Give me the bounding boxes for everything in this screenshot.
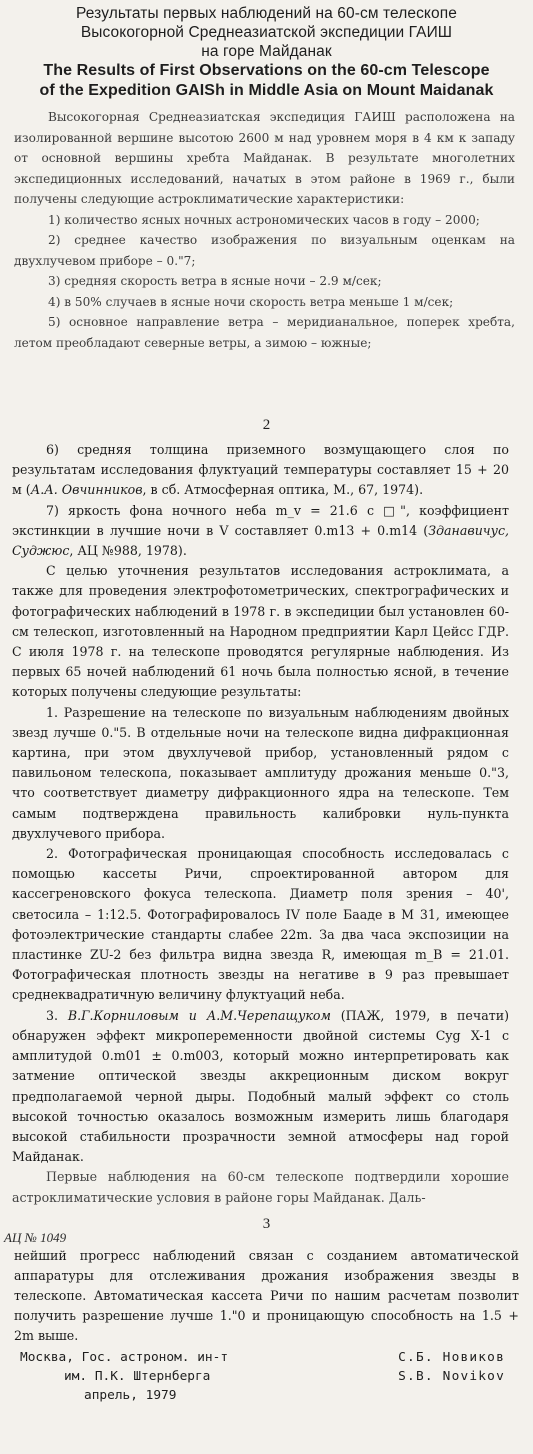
list-item: 4) в 50% случаев в ясные ночи скорость ветра меньше 1 м/сек;: [48, 294, 454, 309]
institution: [20, 1348, 228, 1405]
intro-paragraph: Высокогорная Среднеазиатская экспедиция ГАИШ расположена на изолированной вершине высотою 2600 м над уровнем моря в 4 км к западу от основной вершины хребта Майданак. В результате многолетних экспедиционных исследований, начатых в этом районе в 1969 г., были получены следующие астроклиматические характеристики:: [14, 110, 515, 206]
list-item: 5) основное направление ветра – меридианальное, поперек хребта, летом преобладают северные ветры, а зимою – южные;: [14, 315, 515, 350]
list-item: [12, 440, 509, 501]
title-ru-line: Высокогорной Среднеазиатской экспедиции ГАИШ: [80, 24, 453, 41]
list-item: 1) количество ясных ночных астрономических часов в году – 2000;: [48, 212, 480, 227]
title-en-line: of the Expedition GAISh in Middle Asia on Mount Maidanak: [39, 82, 494, 99]
r3-authors: В.Г.Корниловым и А.М.Черепащуком: [67, 1007, 331, 1023]
title-ru-line: на горе Майданак: [201, 43, 332, 60]
institution-line: им. П.К. Штернберга: [64, 1368, 211, 1384]
item6-author: А.А. Овчинников: [30, 482, 143, 498]
item7-tail: , АЦ №988, 1978).: [69, 543, 187, 559]
continuation-paragraph: нейший прогресс наблюдений связан с созданием автоматической аппаратуры для отслеживания дрожания изображения звезды в телескопе. Автоматическая кассета Ричи по нашим расчетам позволит получить разрешение лучше 1."0 и проницающую способность на 1.5 + 2m выше.: [14, 1247, 519, 1343]
purpose-paragraph: С целью уточнения результатов исследования астроклимата, а также для проведения электрофотометрических, спектрографических и фотографических наблюдений в 1978 г. в экспедиции был установлен 60-см телескоп, изготовленный на Народном предприятии Карл Цейсс ГДР. С июля 1978 г. на телескопе проводятся регулярные наблюдения. Из первых 65 ночей наблюдений 61 ночь была полностью ясной, в течение которых получены следующие результаты:: [12, 563, 509, 700]
page1-section: [0, 107, 533, 353]
page2-section: [0, 440, 533, 1208]
author: [398, 1348, 505, 1405]
r3-text: (ПАЖ, 1979, в печати) обнаружен эффект микропеременности двойной системы Cyg X-1 с амплитудой 0.m01 ± 0.m003, который можно интерпретировать как затмение оптической звезды аккреционным диском вокруг предполагаемой черной дыры. Подобный малый эффект со столь высокой точностью оказалось возможным измерить лишь благодаря высокой стабильности прозрачности земной атмосферы над горой Майданак.: [12, 1007, 509, 1165]
item6-tail: , в сб. Атмосферная оптика, М., 67, 1974).: [142, 482, 424, 498]
item6-text: 6) средняя толщина приземного возмущающего слоя по результатам исследования флуктуаций температуры составляет 15 + 20 м (: [12, 442, 509, 498]
result-item: [12, 1006, 509, 1168]
page3-section: [0, 1246, 533, 1346]
institution-line: Москва, Гос. астроном. ин-т: [20, 1349, 229, 1365]
title-block: [0, 4, 533, 101]
first-observations-paragraph: Первые наблюдения на 60-см телескопе подтвердили хорошие астроклиматические условия в районе горы Майданак. Даль-: [12, 1169, 509, 1205]
author-ru: С.Б. Новиков: [398, 1349, 505, 1365]
title-ru-line: Результаты первых наблюдений на 60-см телескопе: [76, 5, 457, 22]
list-item: 3) средняя скорость ветра в ясные ночи – 2.9 м/сек;: [48, 274, 382, 288]
item7-author: Зданавичус, Суджюс: [12, 522, 509, 559]
title-en-line: The Results of First Observations on the 60-cm Telescope: [43, 62, 490, 79]
page-number: 3: [262, 1215, 271, 1232]
result-item: 2. Фотографическая проницающая способность исследовалась с помощью кассеты Ричи, спроектированной автором для кассегреновского фокуса телескопа. Диаметр поля зрения – 40', светосила – 1:12.5. Фотографировалось IV поле Бааде в M 31, имеющее фотоэлектрические стандарты слабее 22m. За два часа экспозиции на пластинке ZU-2 без фильтра видна звезда R, имеющая m_B = 21.01. Фотографическая плотность звезды на негативе в 9 раз превышает среднеквадратичную величину флуктуаций неба.: [12, 846, 509, 1003]
date: апрель, 1979: [84, 1387, 177, 1403]
author-en: S.B. Novikov: [398, 1368, 505, 1384]
page-number: 2: [262, 417, 271, 433]
page3-header: [0, 1216, 533, 1246]
r3-prefix: 3.: [46, 1007, 68, 1023]
item7-text: 7) яркость фона ночного неба m_v = 21.6 с □", коэффициент экстинкции в лучшие ночи в V составляет 0.m13 + 0.m14 (: [12, 502, 509, 538]
stamp-mark: АЦ № 1049: [4, 1229, 67, 1245]
list-item: 2) среднее качество изображения по визуальным оценкам на двухлучевом приборе – 0."7;: [14, 233, 515, 268]
signature-block: [0, 1348, 533, 1405]
list-item: [12, 501, 509, 562]
result-item: 1. Разрешение на телескопе по визуальным наблюдениям двойных звезд лучше 0."5. В отдельные ночи на телескопе видна дифракционная картина, при этом двухлучевой прибор, установленный рядом с павильоном телескопа, показывает амплитуду дрожания меньше 0."3, что соответствует диаметру дифракционного ядра на телескопе. Тем самым подтверждена правильность калибровки нуль-пункта двухлучевого прибора.: [12, 704, 509, 841]
